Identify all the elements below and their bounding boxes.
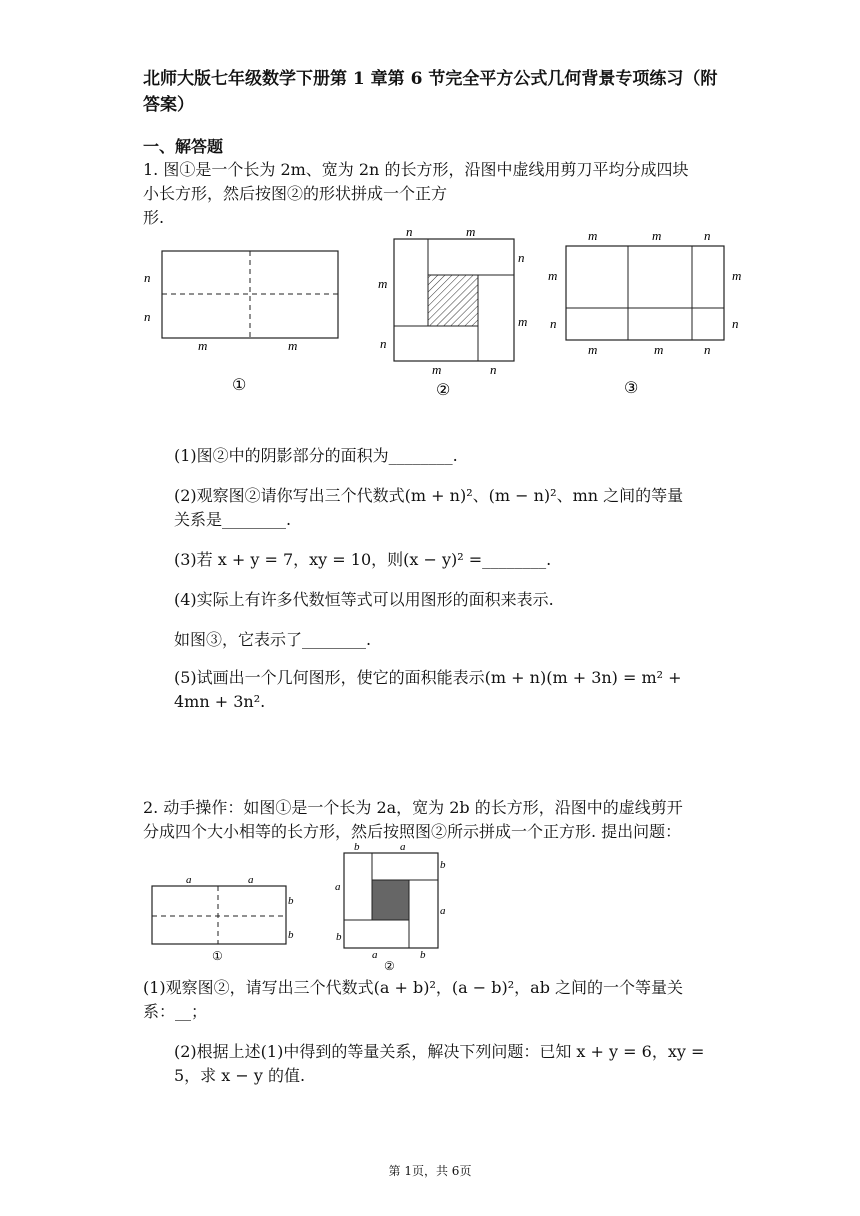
q2-fig2-caption: ② [384,959,395,973]
fig1-label-m-left: m [198,338,208,353]
q1-part1: (1)图②中的阴影部分的面积为________. [174,446,458,465]
q1-stem-line3: 形. [143,208,165,227]
fig3-label-m-bottom2: m [654,342,664,357]
fig2-label-m-top: m [466,224,476,239]
fig3-outer-rectangle [566,246,724,340]
q1-figure-2 [378,224,527,399]
fig1-caption: ① [232,377,247,394]
q1-figures [130,222,750,404]
q2-fig2-label-b-top: b [354,841,360,853]
q2-part1-line1: (1)观察图②，请写出三个代数式(a + b)²，(a − b)²，ab 之间的一个等量关 [143,978,684,997]
q2-part1-line2: 系：__； [143,1002,208,1021]
q1-stem-line2: 小长方形，然后按图②的形状拼成一个正方 [143,184,448,203]
q1-part4a: (4)实际上有许多代数恒等式可以用图形的面积来表示. [174,590,554,609]
fig3-label-m-bottom1: m [588,342,598,357]
q1-part2-line2: 关系是________. [174,510,292,529]
fig2-shaded-square [428,275,478,326]
fig3-label-n-top: n [704,228,711,243]
document-title: 北师大版七年级数学下册第 1 章第 6 节完全平方公式几何背景专项练习（附答案） [143,69,718,115]
q1-part5-line2: 4mn + 3n². [174,692,266,711]
fig3-label-n-bottom: n [704,342,711,357]
q2-part2-line2: 5，求 x − y 的值. [174,1066,306,1085]
fig2-label-m-bottom: m [432,362,442,377]
fig1-label-n-bottom: n [144,309,151,324]
q2-figure-1 [152,874,294,963]
q1-part4b: 如图③，它表示了________. [174,630,372,649]
fig2-label-n-top: n [406,224,413,239]
q2-fig1-rectangle [152,886,286,944]
q2-fig2-label-a-right: a [440,905,446,917]
fig2-label-m-right: m [518,314,528,329]
q2-fig1-caption: ① [212,949,223,963]
fig2-label-n-left: n [380,336,387,351]
q2-fig2-label-b-bottom: b [420,949,426,961]
q2-figure-2 [335,841,446,973]
fig1-label-n-top: n [144,270,151,285]
fig2-label-n-right-top: n [518,250,525,265]
q2-stem-line2: 分成四个大小相等的长方形，然后按照图②所示拼成一个正方形. 提出问题： [143,822,682,841]
q1-part2-line1: (2)观察图②请你写出三个代数式(m + n)²、(m − n)²、mn 之间的等量 [174,486,684,505]
fig2-label-m-left: m [378,276,388,291]
fig3-label-m1: m [588,228,598,243]
q2-fig2-label-a-bottom: a [372,949,378,961]
q2-fig2-label-a-left: a [335,881,341,893]
page-footer: 第 1页，共 6页 [388,1164,472,1178]
q1-part5-line1: (5)试画出一个几何图形，使它的面积能表示(m + n)(m + 3n) = m² + [174,668,682,687]
q1-figure-1 [144,251,338,394]
section-heading: 一、解答题 [143,137,224,156]
fig1-label-m-right: m [288,338,298,353]
q2-stem-line1: 2. 动手操作：如图①是一个长为 2a，宽为 2b 的长方形，沿图中的虚线剪开 [143,798,683,817]
q2-fig1-label-a1: a [186,874,192,886]
q2-fig1-label-a2: a [248,874,254,886]
q2-fig2-shaded-square [372,880,409,920]
fig3-label-m-left: m [548,268,558,283]
fig3-label-m2: m [652,228,662,243]
q1-part3: (3)若 x + y = 7，xy = 10，则(x − y)² =________. [174,550,552,569]
q2-figures [140,838,460,974]
q2-fig2-label-b-right-top: b [440,859,446,871]
q2-fig1-label-b2: b [288,929,294,941]
fig2-caption: ② [436,382,451,399]
fig3-caption: ③ [624,380,639,397]
q2-part2-line1: (2)根据上述(1)中得到的等量关系，解决下列问题：已知 x + y = 6，xy = [174,1042,705,1061]
q1-figure-3 [548,228,741,397]
q2-fig1-label-b1: b [288,895,294,907]
q2-fig2-label-a-top: a [400,841,406,853]
fig2-label-n-bottom: n [490,362,497,377]
q1-stem-line1: 1. 图①是一个长为 2m、宽为 2n 的长方形，沿图中虚线用剪刀平均分成四块 [143,160,689,179]
q2-fig2-label-b-left: b [336,931,342,943]
fig3-label-n-left: n [550,316,557,331]
fig3-label-m-right: m [732,268,742,283]
fig3-label-n-right: n [732,316,739,331]
